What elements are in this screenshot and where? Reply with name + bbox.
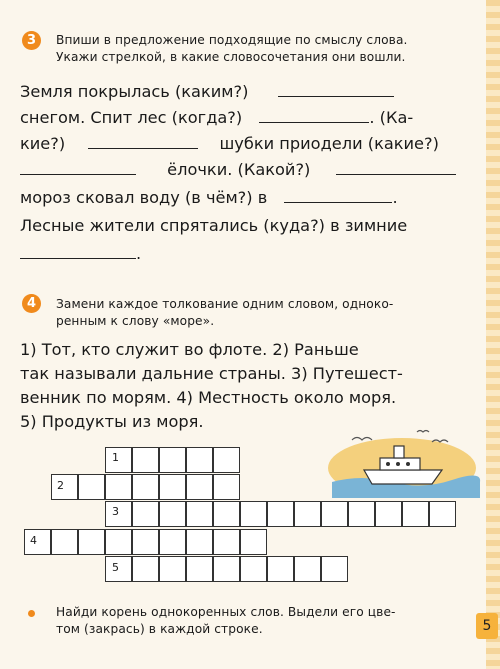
answer-blank[interactable] (20, 257, 136, 259)
crossword-number: 5 (112, 561, 119, 574)
crossword-cell[interactable] (186, 529, 213, 555)
answer-blank[interactable] (20, 173, 136, 175)
task3-line-7 (20, 242, 141, 266)
task5-instruction-line2: том (закрась) в каждой строке. (56, 622, 263, 636)
crossword-number: 1 (112, 451, 119, 464)
page-number: 5 (476, 613, 498, 639)
crossword-cell[interactable] (402, 501, 429, 527)
crossword-cell[interactable] (132, 556, 159, 582)
crossword-cell[interactable] (294, 556, 321, 582)
sentence-text: снегом. Спит лес (когда?) (20, 108, 243, 127)
crossword-cell[interactable] (267, 556, 294, 582)
sentence-text: . (392, 188, 398, 207)
task-number-badge: 3 (22, 31, 41, 50)
crossword-cell[interactable] (78, 529, 105, 555)
crossword-cell[interactable] (348, 501, 375, 527)
sentence-text: кие?) (20, 134, 66, 153)
crossword-cell[interactable] (186, 501, 213, 527)
task3-instruction-line1: Впиши в предложение подходящие по смыслу слова. (56, 33, 408, 47)
sentence-text: . (Ка- (369, 108, 414, 127)
crossword-cell[interactable] (159, 556, 186, 582)
task-number-badge: 4 (22, 294, 41, 313)
crossword-number: 2 (57, 479, 64, 492)
crossword-cell[interactable] (240, 501, 267, 527)
crossword-cell[interactable] (294, 501, 321, 527)
crossword-cell[interactable] (321, 501, 348, 527)
task4-instruction (56, 296, 393, 330)
crossword-cell[interactable] (213, 529, 240, 555)
task3-line-6: Лесные жители спрятались (куда?) в зимние (20, 216, 408, 235)
crossword-cell[interactable] (186, 556, 213, 582)
task4-instruction-line1: Замени каждое толкование одним словом, одноко- (56, 297, 394, 311)
crossword-cell[interactable] (213, 556, 240, 582)
crossword-cell[interactable] (240, 556, 267, 582)
crossword-cell[interactable] (132, 447, 159, 473)
crossword-cell[interactable] (159, 529, 186, 555)
crossword-cell[interactable] (186, 447, 213, 473)
crossword-cell[interactable] (159, 474, 186, 500)
task3-line-4 (20, 158, 456, 182)
answer-blank[interactable] (88, 147, 198, 149)
sentence-text: мороз сковал воду (в чём?) в (20, 188, 268, 207)
task3-instruction (56, 32, 407, 66)
crossword-cell[interactable] (267, 501, 294, 527)
task4-line-3: венник по морям. 4) Местность около моря. (20, 388, 397, 407)
crossword-cell[interactable] (24, 529, 51, 555)
task3-line-2 (20, 106, 413, 130)
task5-instruction-line1: Найди корень однокоренных слов. Выдели его цве- (56, 605, 396, 619)
crossword-cell[interactable] (213, 447, 240, 473)
crossword-cell[interactable] (105, 529, 132, 555)
crossword-cell[interactable] (321, 556, 348, 582)
crossword-cell[interactable] (213, 501, 240, 527)
ship-illustration (322, 420, 482, 500)
crossword-cell[interactable] (213, 474, 240, 500)
task3-line-3 (20, 132, 439, 156)
task4-line-4: 5) Продукты из моря. (20, 412, 204, 431)
answer-blank[interactable] (336, 173, 456, 175)
crossword-cell[interactable] (132, 474, 159, 500)
crossword-cell[interactable] (132, 529, 159, 555)
task3-instruction-line2: Укажи стрелкой, в какие словосочетания они вошли. (56, 50, 406, 64)
bullet-icon (28, 610, 35, 617)
crossword-number: 3 (112, 505, 119, 518)
crossword-cell[interactable] (159, 501, 186, 527)
sentence-text: Земля покрылась (каким?) (20, 82, 249, 101)
task4-line-2: так называли дальние страны. 3) Путешест- (20, 364, 403, 383)
answer-blank[interactable] (259, 121, 369, 123)
crossword-cell[interactable] (132, 501, 159, 527)
sentence-text: шубки приодели (какие?) (219, 134, 439, 153)
task3-line-1 (20, 80, 394, 104)
task3-line-5 (20, 186, 398, 210)
crossword-cell[interactable] (51, 529, 78, 555)
page-edge-stripe (486, 0, 500, 669)
task4-line-1: 1) Тот, кто служит во флоте. 2) Раньше (20, 340, 359, 359)
crossword-cell[interactable] (159, 447, 186, 473)
crossword-cell[interactable] (186, 474, 213, 500)
answer-blank[interactable] (284, 201, 392, 203)
crossword-cell[interactable] (78, 474, 105, 500)
sentence-text: ёлочки. (Какой?) (167, 160, 311, 179)
crossword-number: 4 (30, 534, 37, 547)
crossword-cell[interactable] (375, 501, 402, 527)
sentence-text: . (136, 244, 142, 263)
task5-instruction (56, 604, 396, 638)
answer-blank[interactable] (278, 95, 394, 97)
crossword-cell[interactable] (240, 529, 267, 555)
crossword-cell[interactable] (51, 474, 78, 500)
task4-instruction-line2: ренным к слову «море». (56, 314, 215, 328)
crossword-cell[interactable] (105, 474, 132, 500)
crossword-cell[interactable] (429, 501, 456, 527)
